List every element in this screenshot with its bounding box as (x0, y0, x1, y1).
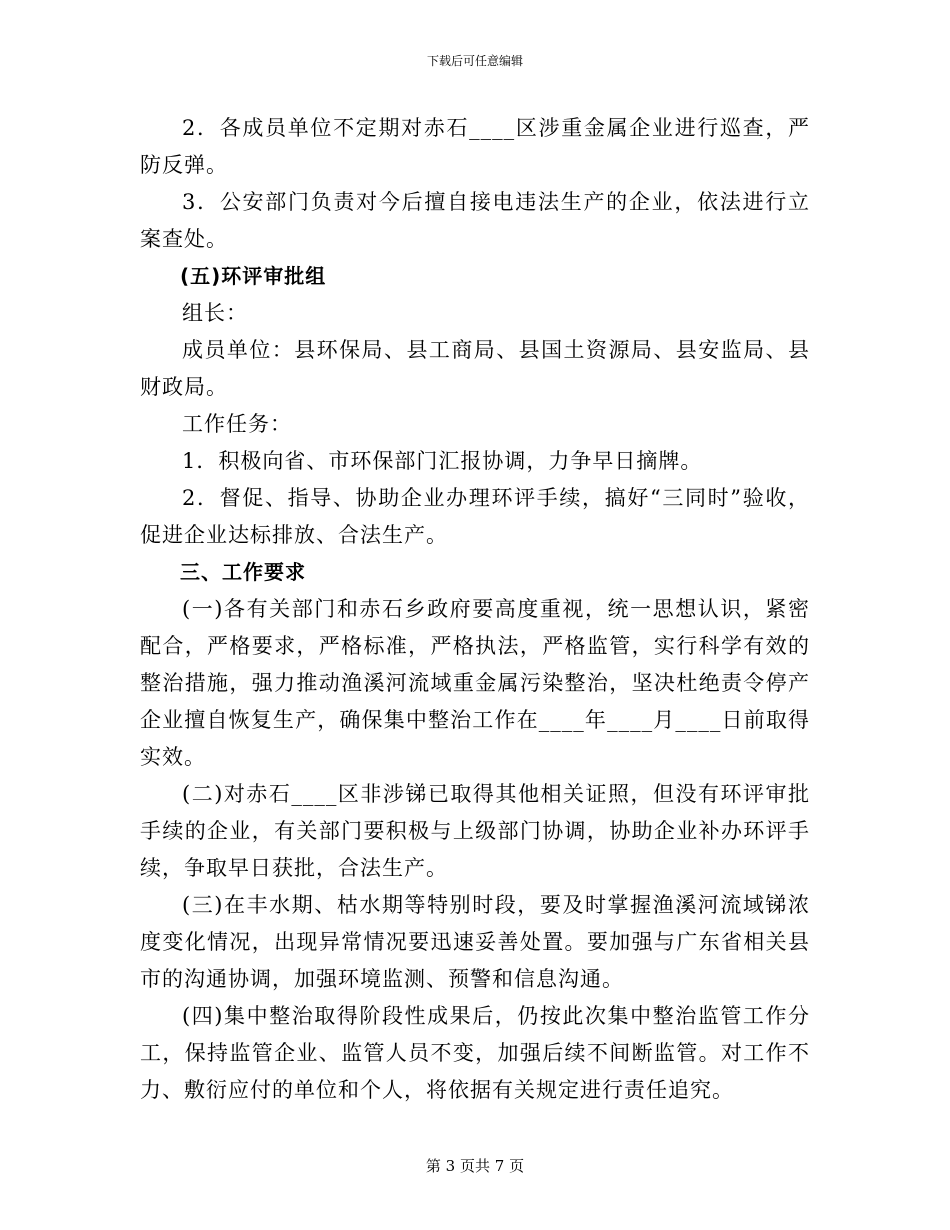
paragraph-task-2: 2．督促、指导、协助企业办理环评手续，搞好“三同时”验收，促进企业达标排放、合法生产。 (140, 486, 810, 547)
heading-group-5: (五)环评审批组 (180, 264, 327, 288)
paragraph-member-units: 成员单位：县环保局、县工商局、县国土资源局、县安监局、县财政局。 (140, 338, 810, 399)
heading-section-3: 三、工作要求 (180, 560, 306, 584)
paragraph-req-3: (三)在丰水期、枯水期等特别时段，要及时掌握渔溪河流域锑浓度变化情况，出现异常情况要迅速妥善处置。要加强与广东省相关县市的沟通协调，加强环境监测、预警和信息沟通。 (140, 893, 810, 991)
paragraph-task-1: 1．积极向省、市环保部门汇报协调，力争早日摘牌。 (182, 449, 703, 473)
page-footer: 第 3 页共 7 页 (425, 1157, 525, 1175)
paragraph-group-leader: 组长： (182, 301, 248, 325)
paragraph-req-1: (一)各有关部门和赤石乡政府要高度重视，统一思想认识，紧密配合，严格要求，严格标准，严格执法，严格监管，实行科学有效的整治措施，强力推动渔溪河流域重金属污染整治，坚决杜绝责令停产企业擅自恢复生产，确保集中整治工作在____年____月____日前取得实效。 (140, 597, 810, 769)
paragraph-item-2-patrol: 2．各成员单位不定期对赤石____区涉重金属企业进行巡查，严防反弹。 (140, 116, 810, 177)
paragraph-req-4: (四)集中整治取得阶段性成果后，仍按此次集中整治监管工作分工，保持监管企业、监管人员不变，加强后续不间断监管。对工作不力、敷衍应付的单位和个人，将依据有关规定进行责任追究。 (140, 1004, 810, 1102)
page-header: 下载后可任意编辑 (426, 54, 523, 68)
paragraph-tasks-label: 工作任务： (182, 412, 292, 436)
paragraph-item-3-police: 3．公安部门负责对今后擅自接电违法生产的企业，依法进行立案查处。 (140, 190, 810, 251)
document-body (140, 110, 810, 1109)
paragraph-req-2: (二)对赤石____区非涉锑已取得其他相关证照，但没有环评审批手续的企业，有关部门要积极与上级部门协调，协助企业补办环评手续，争取早日获批，合法生产。 (140, 782, 810, 880)
